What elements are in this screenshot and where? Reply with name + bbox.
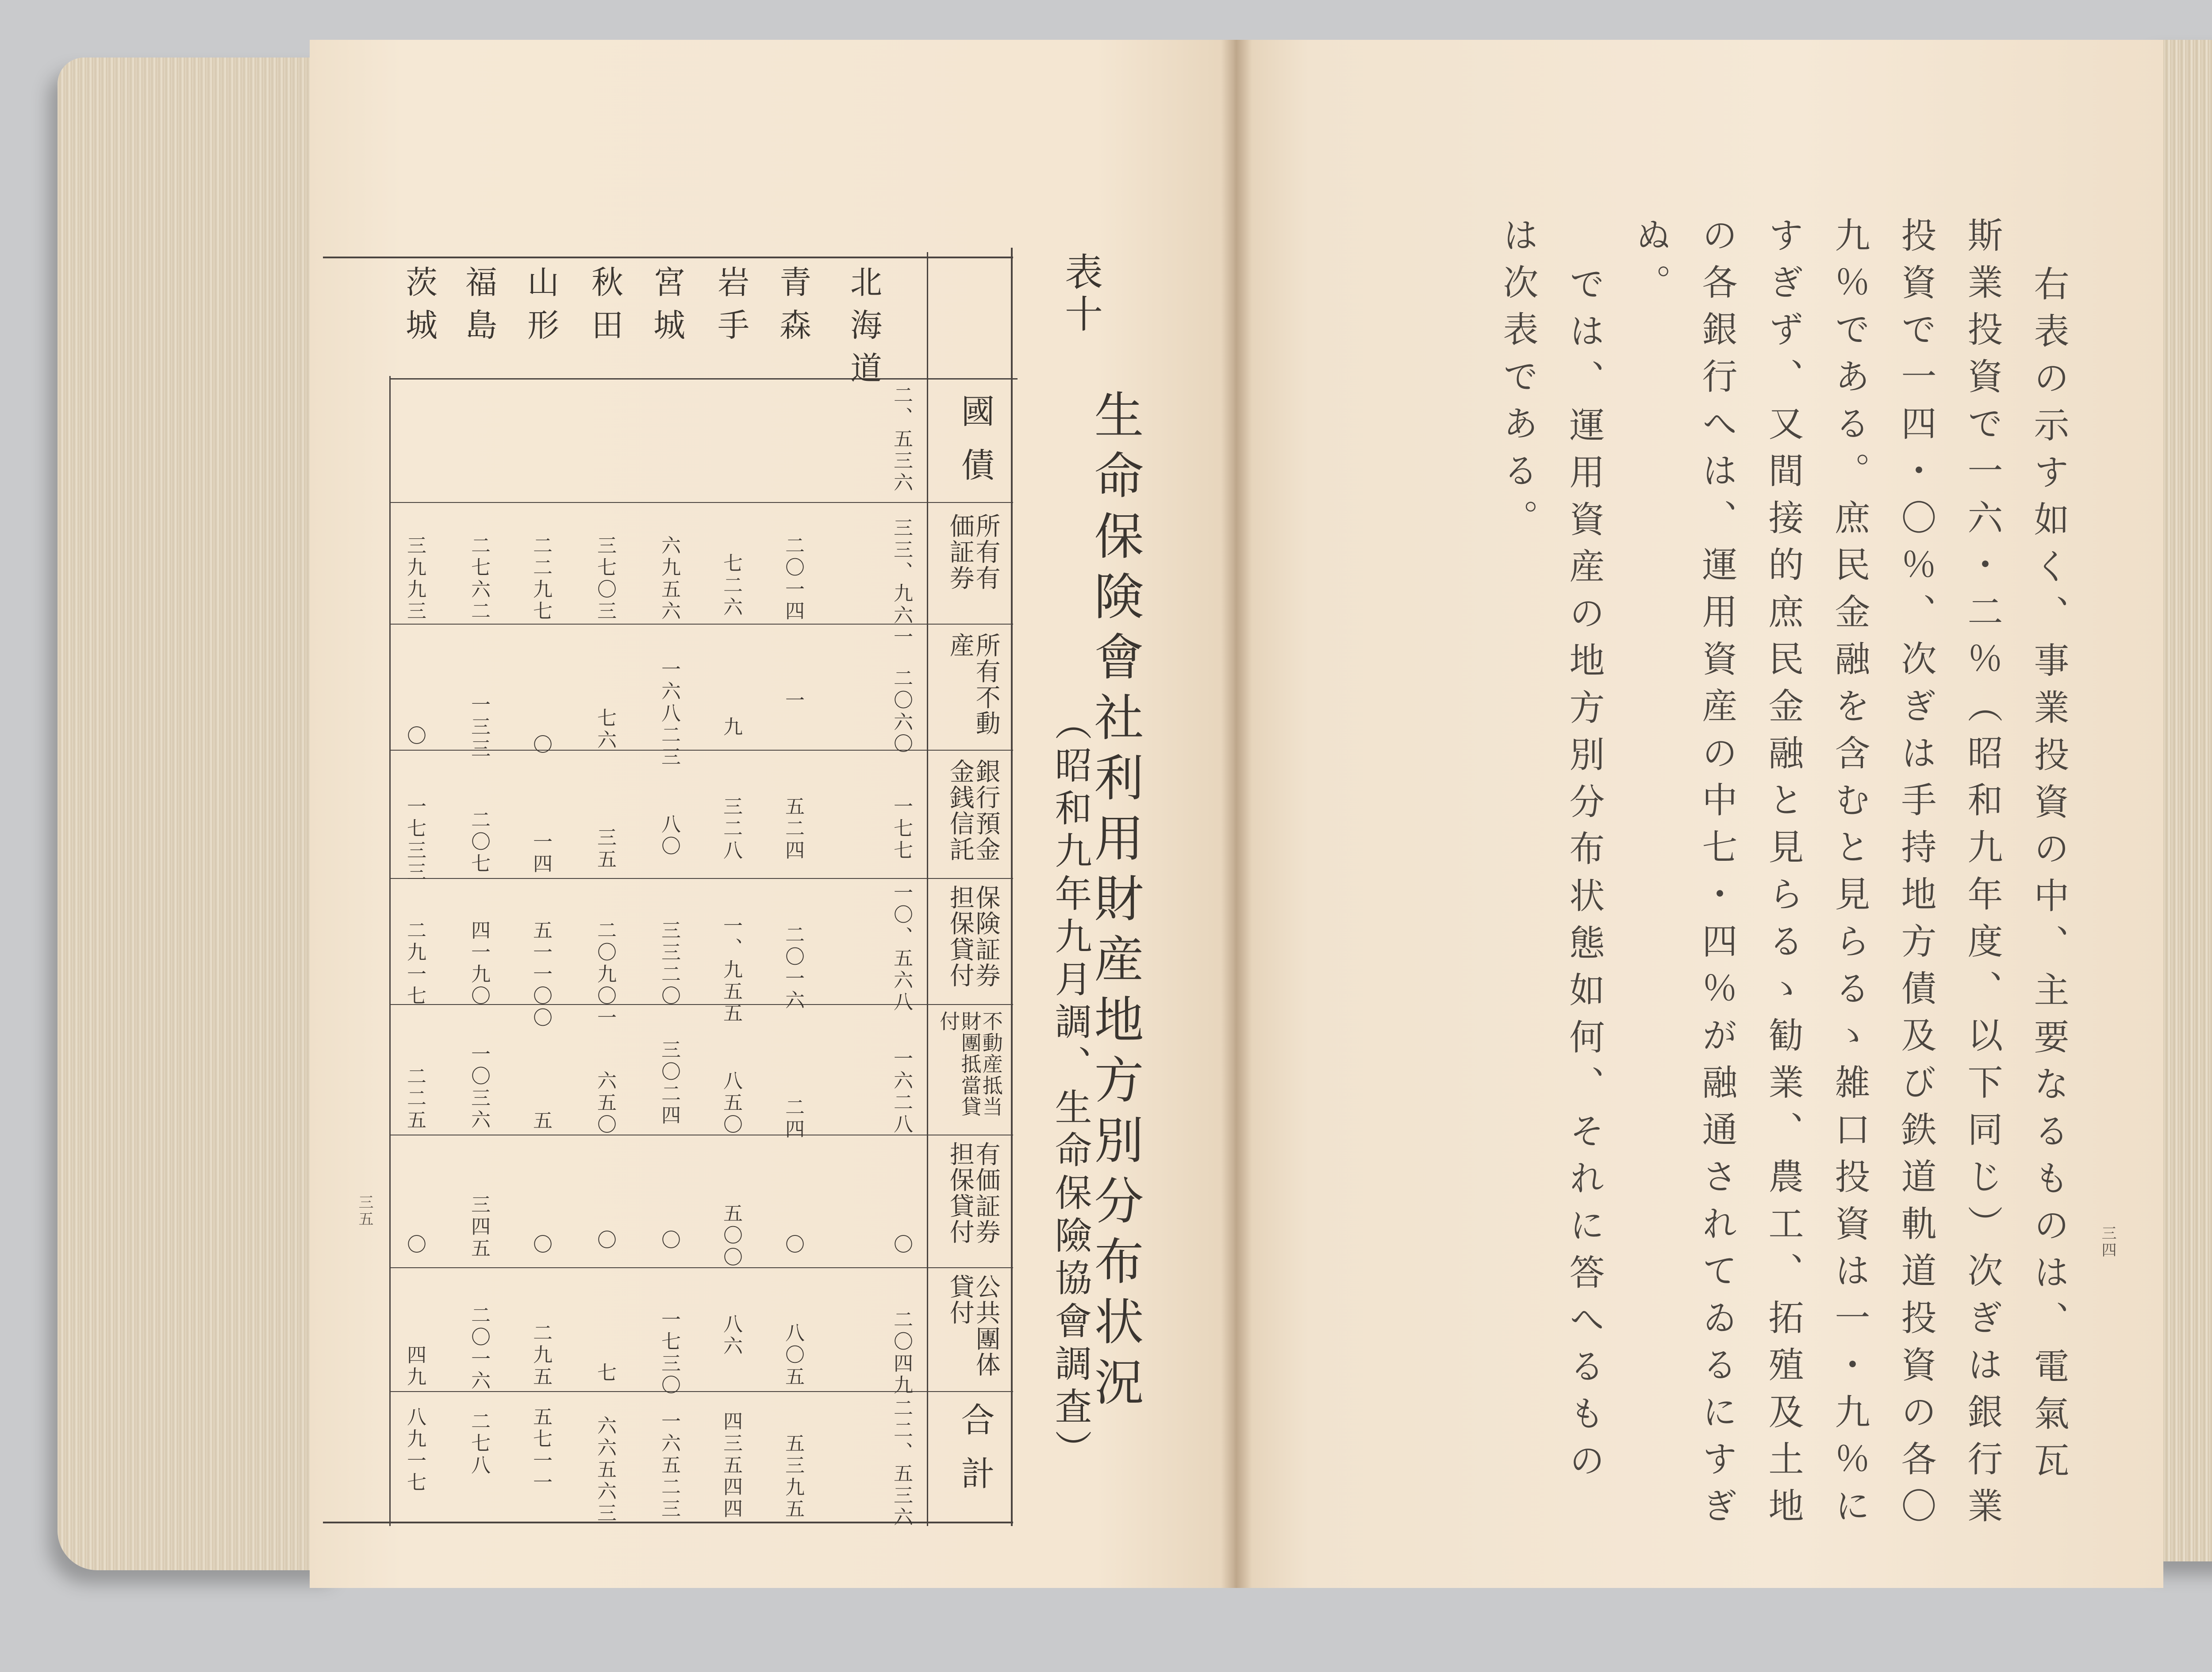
col-line-4 bbox=[389, 878, 1013, 879]
cell: 一〇三六 bbox=[468, 1044, 490, 1131]
col-line-2 bbox=[389, 624, 1013, 625]
header-securities: 所有有価証券 bbox=[945, 513, 1001, 591]
cell: 八六 bbox=[720, 1314, 742, 1358]
cell: 一四 bbox=[530, 832, 552, 875]
body-line-9: は次表である。 bbox=[1497, 217, 1538, 546]
cell: 七二六 bbox=[720, 553, 742, 618]
table-top-line bbox=[323, 257, 1013, 258]
cell: 一七三三 bbox=[403, 796, 426, 884]
body-line-1: 右表の示す如く、事業投資の中、主要なるものは、電氣瓦 bbox=[2028, 265, 2069, 1489]
page-number-right: 三四 bbox=[2099, 1225, 2116, 1259]
cell: 一 bbox=[782, 690, 804, 712]
body-line-5: すぎず、又間接的庶民金融と見らるゝ勧業、農工、拓殖及土地 bbox=[1763, 217, 1804, 1535]
cell: 二九五 bbox=[530, 1323, 552, 1388]
pref-yamagata: 山形 bbox=[522, 265, 559, 352]
header-policy-loans: 保険証券担保貸付 bbox=[945, 885, 1001, 989]
cell: 二二九七 bbox=[530, 535, 552, 623]
cell: 一六五二三 bbox=[658, 1411, 680, 1520]
header-mortgage-loans: 不動産抵当財團抵當貸付 bbox=[937, 1011, 1003, 1118]
cell: 五 bbox=[530, 1110, 552, 1132]
cell: 六九五六 bbox=[658, 535, 680, 623]
header-divider bbox=[927, 252, 928, 1526]
cell: 二〇一六 bbox=[782, 924, 804, 1012]
cell: 五三九五 bbox=[782, 1433, 804, 1521]
cell: 一、九五五 bbox=[720, 916, 742, 1025]
cell: 七 bbox=[594, 1362, 616, 1384]
cell: 二七六二 bbox=[468, 535, 490, 623]
cell: 三四五 bbox=[468, 1194, 490, 1260]
cell: 二四 bbox=[782, 1097, 804, 1141]
cell: 二〇七 bbox=[468, 809, 490, 875]
header-public-loans: 公共團体貸付 bbox=[945, 1274, 1001, 1378]
page-number-left: 三五 bbox=[356, 1194, 373, 1228]
col-line-7 bbox=[389, 1267, 1013, 1268]
table-label: 表十 bbox=[1058, 252, 1102, 336]
header-kokusai: 國債 bbox=[956, 394, 995, 502]
cell: 二二、五三六 bbox=[890, 1398, 913, 1529]
cell: 二七八 bbox=[468, 1411, 490, 1476]
cell: 三〇二四 bbox=[658, 1039, 680, 1127]
cell: 二〇六〇 bbox=[890, 668, 913, 755]
pref-akita: 秋田 bbox=[586, 265, 623, 352]
header-total: 合計 bbox=[956, 1402, 995, 1510]
cell: 二〇四九 bbox=[890, 1309, 913, 1397]
pref-hokkaido: 北海道 bbox=[845, 265, 882, 395]
cell: 〇 bbox=[658, 1230, 680, 1252]
cell: 八九一七 bbox=[403, 1407, 426, 1494]
cell: 〇 bbox=[530, 1234, 552, 1256]
pref-miyagi: 宮城 bbox=[648, 265, 685, 352]
cell: 二〇一六 bbox=[468, 1305, 490, 1392]
table-subtitle: （昭和九年九月調、生命保險協會調査） bbox=[1049, 703, 1092, 1473]
cell: 四三五四四 bbox=[720, 1411, 742, 1520]
cell: 四一九〇 bbox=[468, 920, 490, 1008]
cell: 二〇一四 bbox=[782, 535, 804, 623]
pref-iwate: 岩手 bbox=[712, 265, 749, 352]
pref-ibaraki: 茨城 bbox=[400, 265, 438, 352]
body-line-3: 投資で一四・〇％、次ぎは手持地方債及び鉄道軌道投資の各〇 bbox=[1895, 217, 1936, 1535]
cell: 〇 bbox=[782, 1234, 804, 1256]
cell: 五一一〇〇 bbox=[530, 920, 552, 1029]
cell: 一〇、五六八 bbox=[890, 882, 913, 1013]
col-line-1 bbox=[389, 502, 1013, 503]
pref-fukushima: 福島 bbox=[460, 265, 497, 352]
cell: 四九 bbox=[403, 1345, 426, 1388]
header-securities-loans: 有価証券担保貸付 bbox=[945, 1141, 1001, 1246]
cell: 七六 bbox=[594, 708, 616, 752]
cell: 八五〇 bbox=[720, 1070, 742, 1136]
header-bank-deposits: 銀行預金金銭信託 bbox=[945, 759, 1001, 863]
cell: 二、五三六 bbox=[890, 385, 913, 494]
left-page-edges bbox=[58, 58, 341, 1570]
book-gutter bbox=[1221, 40, 1252, 1588]
cell: 五七一一 bbox=[530, 1407, 552, 1494]
body-line-8: では、運用資産の地方別分布状態如何、それに答へるもの bbox=[1563, 265, 1605, 1489]
body-line-7: ぬ。 bbox=[1630, 217, 1671, 311]
table-left-line bbox=[389, 376, 391, 1526]
cell: 一七七 bbox=[890, 796, 913, 862]
cell: 一六二八 bbox=[890, 1048, 913, 1136]
cell: 〇 bbox=[890, 1234, 913, 1256]
cell: 〇 bbox=[403, 725, 426, 748]
header-real-estate: 所有不動産 bbox=[945, 633, 1001, 737]
cell: 五二四 bbox=[782, 796, 804, 862]
cell: 二二五 bbox=[403, 1066, 426, 1131]
table-right-line bbox=[1011, 248, 1013, 1526]
cell: 三五 bbox=[594, 827, 616, 871]
cell: 八〇 bbox=[658, 814, 680, 858]
cell: 三七〇三 bbox=[594, 535, 616, 623]
table-title: 生命保険會社利用財産地方別分布状況 bbox=[1086, 389, 1144, 1417]
cell: 三九九三 bbox=[403, 535, 426, 623]
cell: 五〇〇 bbox=[720, 1203, 742, 1269]
cell: 二〇九〇一 bbox=[594, 920, 616, 1029]
cell: 〇 bbox=[594, 1230, 616, 1252]
cell: 三三、九六一 bbox=[890, 518, 913, 648]
cell: 一七三〇 bbox=[658, 1309, 680, 1397]
cell: 〇 bbox=[403, 1234, 426, 1256]
cell: 六五〇 bbox=[594, 1070, 616, 1136]
cell: 三三二〇 bbox=[658, 920, 680, 1008]
cell: 六六五六三 bbox=[594, 1415, 616, 1525]
cell: 一六八二三 bbox=[658, 659, 680, 768]
cell: 三二八 bbox=[720, 796, 742, 862]
cell: 八〇五 bbox=[782, 1323, 804, 1388]
pref-header-line bbox=[389, 378, 1018, 380]
cell: 〇 bbox=[530, 734, 552, 756]
body-line-2: 斯業投資で一六・二％（昭和九年度、以下同じ）次ぎは銀行業 bbox=[1962, 217, 2003, 1535]
cell: 九 bbox=[720, 717, 742, 739]
body-line-6: の各銀行へは、運用資産の中七・四％が融通されてゐるにすぎ bbox=[1696, 217, 1737, 1535]
pref-aomori: 青森 bbox=[774, 265, 811, 352]
body-line-4: 九％である。庶民金融を含むと見らるゝ雑口投資は一・九％に bbox=[1829, 217, 1870, 1535]
cell: 一三三 bbox=[468, 694, 490, 760]
cell: 二九一七 bbox=[403, 920, 426, 1008]
